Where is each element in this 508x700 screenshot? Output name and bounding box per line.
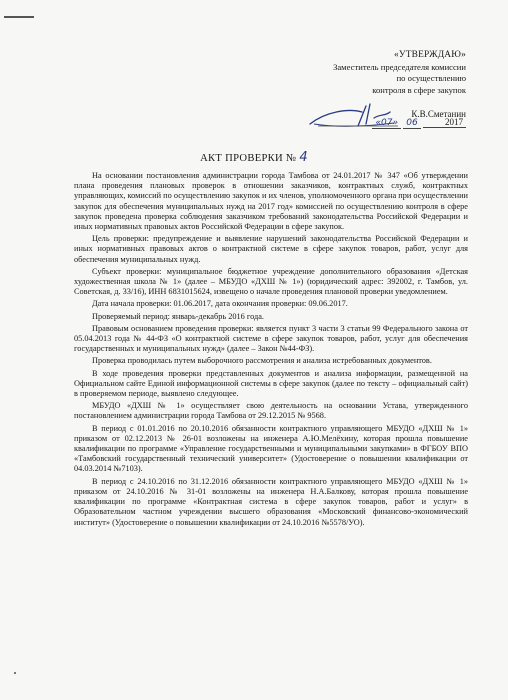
approval-date [372,117,466,128]
paragraph: Дата начала проверки: 01.06.2017, дата окончания проверки: 09.06.2017. [92,299,348,309]
approval-line: Заместитель председателя комиссии [333,61,466,72]
scan-speck [14,672,16,674]
document-body [74,171,468,530]
approval-line: по осуществлению [396,73,466,83]
signer-name: К.В.Сметанин [411,109,466,119]
date-year: 2017 [423,117,466,128]
paragraph: На основании постановления администрации города Тамбова от 24.01.2017 № 347 «Об утверждении плана проведения плановых проверок в отношении заказчиков, контрактных служб, контрактных управляющих, комиссий по осуществлению закупок и их членов, уполномоченного органа при осуществлении закупок для обеспечения муниципальных нужд на 2017 год» комиссией по осуществлению контроля в сфере закупок проведена проверка соблюдения заказчиком требований законодательства Российской Федерации и иных нормативных правовых актов Российской Федерации в сфере закупок. [74,171,468,232]
approval-line: контроля в сфере закупок [372,84,466,95]
corner-mark [4,16,34,18]
date-month: 06 [403,118,420,129]
paragraph: В ходе проведения проверки представленных документов и анализа информации, размещенной на Официальном сайте Единой информационной системы в сфере закупок (далее по тексту – официальный сайт) в проверяемом периоде, выявлено следующее. [74,368,468,399]
paragraph: Цель проверки: предупреждение и выявление нарушений законодательства Российской Федерации и иных нормативных правовых актов о контрактной системе в сфере закупок товаров, работ, услуг для обеспечения муниципальных нужд. [74,234,468,264]
document-title [0,150,508,165]
paragraph: Проверка проводилась путем выборочного рассмотрения и анализа истребованных документов. [92,356,432,366]
approval-block [276,50,466,96]
paragraph: Проверяемый период: январь-декабрь 2016 года. [92,311,264,321]
paragraph: Субъект проверки: муниципальное бюджетное учреждение дополнительного образования «Детская художественная школа № 1» (далее – МБУДО «ДХШ № 1») (юридический адрес: 392002, г. Тамбов, ул. Советская, д. 33/16), ИНН 6831015624, извещено о начале проведения плановой проверки уведомлением. [74,266,468,297]
approval-heading: «УТВЕРЖДАЮ» [393,50,466,60]
act-number: 4 [299,150,308,165]
paragraph: В период с 01.01.2016 по 20.10.2016 обязанности контрактного управляющего МБУДО «ДХШ № 1» приказом от 02.12.2013 № 26-01 возложены на инженера А.Ю.Мелёхину, которая прошла повышение квалификации по программе «Управление государственными и муниципальными закупками» в ФГБОУ ВПО «Тамбовский государственный технический университет» (Удостоверение о повышении квалификации от 04.03.2014 №7103). [74,423,468,474]
date-day: «07» [372,118,401,129]
paragraph: Правовым основанием проведения проверки: является пункт 3 части 3 статьи 99 Федерального закона от 05.04.2013 года № 44-ФЗ «О контрактной системе в сфере закупок товаров, работ, услуг для обеспечения государственных и муниципальных нужд» (далее – Закон №44-ФЗ). [74,323,468,354]
paragraph: В период с 24.10.2016 по 31.12.2016 обязанности контрактного управляющего МБУДО «ДХШ № 1» приказом от 24.10.2016 № 31-01 возложены на инженера Н.А.Балкову, которая прошла повышение квалификации по программе «Контрактная система в сфере закупок товаров, работ и услуг» в Образовательном частном учреждении высшего образования «Московский финансово-экономический институт» (Удостоверение о повышении квалификации от 24.10.2016 №5578/УО). [74,476,468,527]
paragraph: МБУДО «ДХШ № 1» осуществляет свою деятельность на основании Устава, утвержденного постановлением администрации города Тамбова от 29.12.2015 № 9568. [74,401,468,421]
title-text: АКТ ПРОВЕРКИ № [200,153,297,164]
